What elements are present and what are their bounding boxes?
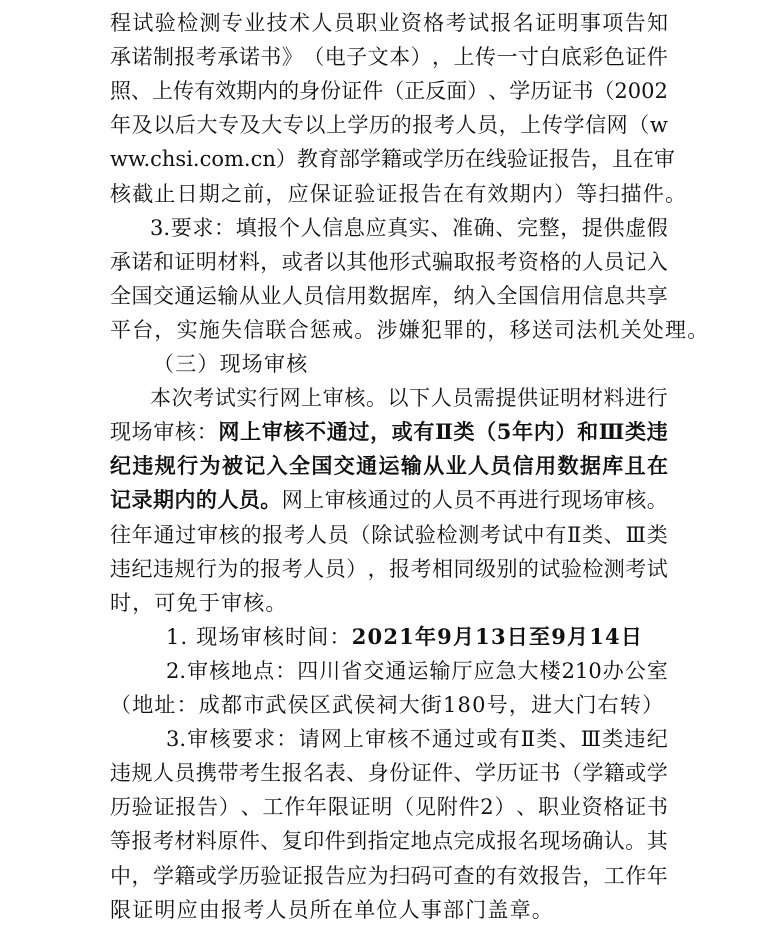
- text-line: [166, 620, 668, 654]
- text-run: 平台，实施失信联合惩戒。涉嫌犯罪的，移送司法机关处理。: [110, 317, 710, 342]
- text-line: 往 年 通 过 审 核 的 报 考 人 员 （ 除 试 验 检 测 考 试 中 有 Ⅱ 类 、 Ⅲ 类: [110, 522, 668, 547]
- text-line: [110, 586, 668, 620]
- text-line: 承 诺 制 报 考 承 诺 书 》 （ 电 子 文 本 ） ， 上 传 一 寸 白 底 彩 色 证 件: [110, 45, 668, 70]
- text-line: 3. 审 核 要 求 ： 请 网 上 审 核 不 通 过 或 有 Ⅱ 类 、 Ⅲ 类 违 纪: [166, 727, 668, 752]
- text-line: [110, 313, 710, 347]
- text-line: 承 诺 和 证 明 材 料 ， 或 者 以 其 他 形 式 骗 取 报 考 资 格 的 人 员 记 入: [110, 249, 668, 274]
- text-line: 现 场 审 核 ： 网 上 审 核 不 通 过 ， 或 有 Ⅱ 类 （ 5 年 内 ） 和 Ⅲ 类 违: [110, 419, 668, 445]
- text-run: （三）现场审核: [153, 352, 309, 376]
- text-line: 3. 要 求 ： 填 报 个 人 信 息 应 真 实 、 准 确 、 完 整 ， 提 供 虚 假: [150, 215, 668, 240]
- text-run: （地址：成都市武侯区武侯祠大街180号，进大门右转）: [110, 693, 665, 717]
- text-line: 等 报 考 材 料 原 件 、 复 印 件 到 指 定 地 点 完 成 报 名 现 场 确 认 。 其: [110, 829, 668, 854]
- text-line: [110, 177, 688, 211]
- bold-text: 2021年9月13日至9月14日: [351, 623, 644, 649]
- text-line: 程 试 验 检 测 专 业 技 术 人 员 职 业 资 格 考 试 报 名 证 明 事 项 告 知: [110, 11, 668, 35]
- text-line: 违 规 人 员 携 带 考 生 报 名 表 、 身 份 证 件 、 学 历 证 书 （ 学 籍 或 学: [110, 761, 668, 786]
- text-line: 纪 违 规 行 为 被 记 入 全 国 交 通 运 输 从 业 人 员 信 用 数 据 库 且 在: [110, 453, 668, 479]
- text-line: 中 ， 学 籍 或 学 历 验 证 报 告 应 为 扫 码 可 查 的 有 效 报 告 ， 工 作 年: [110, 863, 668, 888]
- text-line: 历 验 证 报 告 ） 、 工 作 年 限 证 明 （ 见 附 件 2 ） 、 职 业 资 格 证 书: [110, 795, 668, 820]
- text-run: 时，可免于审核。: [110, 590, 288, 615]
- text-line: 照 、 上 传 有 效 期 内 的 身 份 证 件 （ 正 反 面 ） 、 学 历 证 书 （ 2002: [110, 79, 668, 104]
- text-line: 年 及 以 后 大 专 及 大 专 以 上 学 历 的 报 考 人 员 ， 上 传 学 信 网 （ w: [110, 113, 668, 138]
- text-line: 本 次 考 试 实 行 网 上 审 核 。 以 下 人 员 需 提 供 证 明 材 料 进 行: [150, 386, 668, 411]
- text-line: 2. 审 核 地 点 ： 四 川 省 交 通 运 输 厅 应 急 大 楼 210 办 公 室: [166, 658, 668, 683]
- text-line: [110, 688, 668, 722]
- text-line: [153, 347, 668, 381]
- text-line: 记 录 期 内 的 人 员 。 网 上 审 核 通 过 的 人 员 不 再 进 行 现 场 审 核 。: [110, 487, 668, 513]
- text-run: 核截止日期之前，应保证验证报告在有效期内）等扫描件。: [110, 181, 688, 206]
- text-run: 限证明应由报考人员所在单位人事部门盖章。: [110, 897, 554, 922]
- text-line: [110, 893, 668, 927]
- text-line: 违 纪 违 规 行 为 的 报 考 人 员 ） ， 报 考 相 同 级 别 的 试 验 检 测 考 试: [110, 556, 668, 581]
- text-run: 1. 现场审核时间：: [166, 624, 352, 649]
- text-line: 全 国 交 通 运 输 从 业 人 员 信 用 数 据 库 ， 纳 入 全 国 信 用 信 息 共 享: [110, 283, 668, 308]
- text-line: ww.chsi.com.cn ） 教 育 部 学 籍 或 学 历 在 线 验 证 报 告 ， 且 在 审: [110, 147, 675, 172]
